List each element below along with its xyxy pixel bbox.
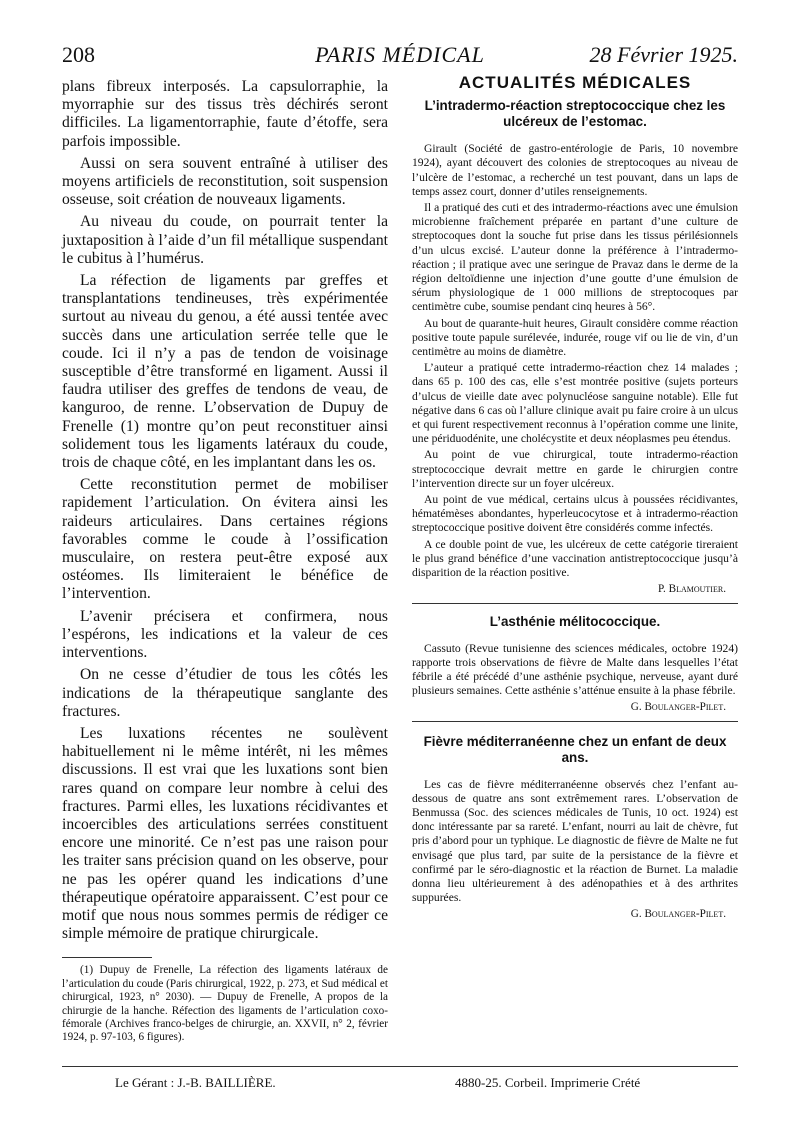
page-number: 208 — [62, 42, 95, 67]
paragraph: Au point de vue chirurgical, toute intradermo-réaction streptococcique devrait mettre en garde le chirurgien contre l’intervention directe sur un foyer ulcéreux. — [412, 448, 738, 490]
paragraph: Cassuto (Revue tunisienne des sciences médicales, octobre 1924) rapporte trois observations de fièvre de Malte dans lesquelles l’état fébrile a été précédé d’une asthénie psychique, nerveuse, ayant duré plusieurs semaines. Cette asthénie s’atténue ensuite à la phase fébrile. — [412, 641, 738, 698]
author-signature: G. Boulanger-Pilet. — [630, 908, 726, 921]
paragraph: Cette reconstitution permet de mobiliser rapidement l’articulation. On évitera ainsi les raideurs articulaires. Dans certaines régions favorables comme le coude à l’ossification musculaire, on restera peut-être exposé aux ostéomes. Ils limiteraient le bénéfice de l’intervention. — [62, 476, 388, 603]
section-title: ACTUALITÉS MÉDICALES — [458, 73, 692, 92]
paragraph: Il a pratiqué des cuti et des intradermo-réactions avec une émulsion microbienne fraîchement préparée en partant d’une culture de streptocoques dont la souche fut prise dans les tissus périlésionnels d’un ulcus excisé. L’auteur donne la préférence à l’intradermo-réaction ; il pratique avec une seringue de Pravaz dans le derme de la région deltoïdienne une injection d’une goutte d’une émulsion de sérum physiologique de 1 000 millions de streptocoques par centimètre cube, soumise pendant cinq heures à 56°. — [412, 201, 738, 314]
paragraph: L’avenir précisera et confirmera, nous l’espérons, les indications et la valeur de ces interventions. — [62, 607, 388, 662]
issue-date: 28 Février 1925. — [589, 42, 738, 67]
paragraph: La réfection de ligaments par greffes et transplantations tendineuses, très expérimentée surtout au niveau du genou, a été aussi tentée avec succès dans une articulation serrée telle que le coude. Ici il n’y a pas de tendon de voisinage susceptible d’être transformé en ligament. Aussi il faudra utiliser des greffes de tendons de veau, de kanguroo, de renne. L’observation de Dupuy de Frenelle (1) montre qu’on peut reconstituer ainsi solidement tous les ligaments latéraux du coude, trois de chaque côté, en les implantant dans les os. — [62, 272, 388, 472]
paragraph: Girault (Société de gastro-entérologie de Paris, 10 novembre 1924), ayant découvert des colonies de streptocoques au niveau de l’ulcère de l’estomac, a recherché un test pouvant, dans un laps de temps assez court, donner d’utiles renseignements. — [412, 142, 738, 198]
paragraph: A ce double point de vue, les ulcéreux de cette catégorie tireraient le plus grand bénéfice d’une vaccination antistreptococcique jusqu’à disparition de la réaction positive. — [412, 537, 738, 580]
journal-title: PARIS MÉDICAL — [315, 42, 485, 67]
paragraph: Aussi on sera souvent entraîné à utiliser des moyens artificiels de reconstitution, soit suspension osseuse, soit création de nouveaux ligaments. — [62, 154, 388, 209]
article-divider — [412, 603, 738, 604]
paragraph: plans fibreux interposés. La capsulorraphie, la myorraphie sur des tissus très déchirés seront difficiles. La ligamentorraphie, faute d’étoffe, sera parfois impossible. — [62, 78, 388, 150]
author-signature: P. Blamoutier. — [658, 583, 726, 596]
paragraph: Au bout de quarante-huit heures, Girault considère comme réaction positive toute papule surélevée, indurée, rouge vif ou lie de vin, d’un centimètre au moins de diamètre. — [412, 316, 738, 359]
article-title: L’asthénie mélitococcique. — [489, 613, 661, 629]
paragraph: Les luxations récentes ne soulèvent habituellement ni le même intérêt, ni les mêmes discussions. Il est vrai que les luxations sont bien rares quand on compare leur nombre à celui des fractures. Parmi elles, les luxations récidivantes et incoercibles des articulations serrées constituent encore une minorité. Ce n’est pas une raison pour les traiter sans précision quand on les observe, pour ne pas les opérer quand les indications d’une thérapeutique opératoire apparaissent. C’est pour ce motif que nous nous sommes permis de rédiger ce simple mémoire de pratique chirurgicale. — [62, 724, 388, 943]
article-title: L’intradermo-réaction streptococcique chez les ulcéreux de l’estomac. — [424, 98, 726, 130]
author-signature: G. Boulanger-Pilet. — [630, 701, 726, 714]
paragraph: On ne cesse d’étudier de tous les côtés les indications de la thérapeutique sanglante des fractures. — [62, 666, 388, 720]
footer-printer: 4880-25. Corbeil. Imprimerie Crété — [455, 1075, 641, 1090]
paragraph: Les cas de fièvre méditerranéenne observés chez l’enfant au-dessous de quatre ans sont extrêmement rares. L’observation de Benmussa (Soc. des sciences médicales de Tunis, 10 oct. 1924) est donc intéressante par sa rareté. L’enfant, nourri au lait de chèvre, fut pris d’abord pour un typhique. Le diagnostic de fièvre de Malte ne fut envisagé que plus tard, par suite de la persistance de la fièvre et confirmé par le séro-diagnostic et la réaction de Burnet. La maladie donna lieu ultérieurement à des adénopathies et à des arthrites suppurées. — [412, 777, 738, 905]
page-header — [62, 42, 738, 74]
footnote-divider — [62, 957, 152, 958]
paragraph: L’auteur a pratiqué cette intradermo-réaction chez 14 malades ; dans 65 p. 100 des cas, elle s’est montrée positive (sujets porteurs d’ulcus de vieille date avec polynucléose sanguine notable). Elle fut négative dans 6 cas où l’allure clinique avait pu faire croire à un ulcus et qui furent respectivement reconnus à l’opération comme une linite, une périduodénite, une cholécystite et deux néoplasmes peu étendus. — [412, 361, 738, 446]
paragraph: Au point de vue médical, certains ulcus à poussées récidivantes, hématémèses abondantes, hyperleucocytose et à intradermo-réaction streptococcique positive doivent être considérés comme infectés. — [412, 493, 738, 535]
footer-divider — [62, 1066, 738, 1067]
footnote: (1) Dupuy de Frenelle, La réfection des ligaments latéraux de l’articulation du coude (Paris chirurgical, 1922, p. 273, et Sud médical et chirurgical, 1923, n° 2030). — Dupuy de Frenelle, A propos de la chirurgie de la hanche. Réfection des ligaments de l’articulation coxo-fémorale (Archives franco-belges de chirurgie, an. XXVII, n° 2, février 1924, p. 97-103, 6 figures). — [62, 964, 388, 1044]
paragraph: Au niveau du coude, on pourrait tenter la juxtaposition à l’aide d’un fil métallique suspendant le cubitus à l’humérus. — [62, 213, 388, 267]
article-divider — [412, 721, 738, 722]
left-column — [62, 78, 388, 1049]
article-title: Fièvre méditerranéenne chez un enfant de deux ans. — [423, 733, 727, 765]
footer-manager: Le Gérant : J.-B. BAILLIÈRE. — [115, 1075, 276, 1090]
right-column — [412, 74, 738, 928]
